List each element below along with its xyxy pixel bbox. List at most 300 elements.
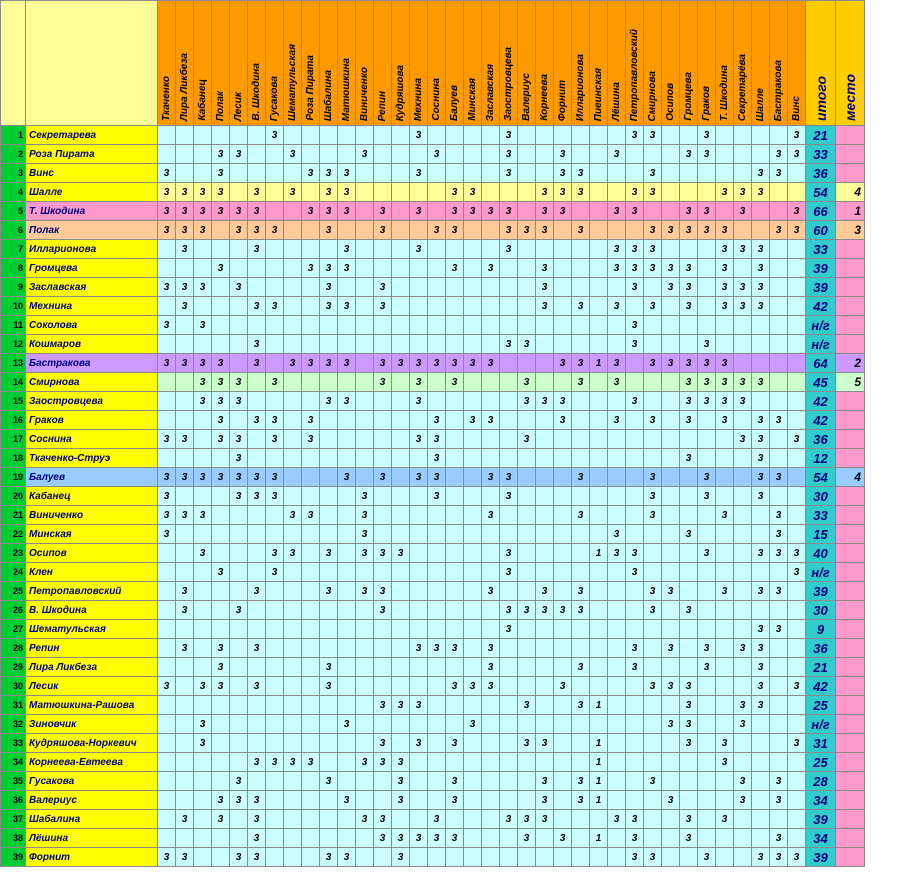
score-cell[interactable] (302, 639, 320, 658)
score-cell[interactable] (752, 810, 770, 829)
score-cell[interactable]: 3 (464, 715, 482, 734)
score-cell[interactable] (338, 658, 356, 677)
score-cell[interactable] (338, 696, 356, 715)
score-cell[interactable] (590, 259, 608, 278)
score-cell[interactable] (338, 278, 356, 297)
score-cell[interactable]: 3 (680, 734, 698, 753)
score-cell[interactable] (428, 696, 446, 715)
score-cell[interactable] (158, 373, 176, 392)
score-cell[interactable] (428, 316, 446, 335)
score-cell[interactable] (752, 772, 770, 791)
score-cell[interactable] (770, 563, 788, 582)
score-cell[interactable] (572, 829, 590, 848)
score-cell[interactable]: 3 (212, 354, 230, 373)
score-cell[interactable]: 3 (176, 240, 194, 259)
score-cell[interactable] (302, 563, 320, 582)
score-cell[interactable] (248, 164, 266, 183)
score-cell[interactable]: 3 (608, 297, 626, 316)
score-cell[interactable] (176, 487, 194, 506)
score-cell[interactable]: 3 (536, 202, 554, 221)
score-cell[interactable] (662, 392, 680, 411)
score-cell[interactable]: 3 (500, 145, 518, 164)
score-cell[interactable]: 3 (734, 240, 752, 259)
score-cell[interactable] (734, 753, 752, 772)
score-cell[interactable]: 3 (446, 829, 464, 848)
score-cell[interactable] (698, 715, 716, 734)
score-cell[interactable]: 3 (248, 829, 266, 848)
score-cell[interactable] (356, 240, 374, 259)
score-cell[interactable]: 3 (662, 221, 680, 240)
score-cell[interactable] (644, 544, 662, 563)
score-cell[interactable]: 3 (446, 183, 464, 202)
score-cell[interactable]: 3 (536, 734, 554, 753)
score-cell[interactable]: 3 (734, 183, 752, 202)
score-cell[interactable]: 3 (734, 430, 752, 449)
score-cell[interactable]: 3 (500, 126, 518, 145)
score-cell[interactable] (230, 753, 248, 772)
score-cell[interactable] (302, 449, 320, 468)
score-cell[interactable]: 3 (266, 753, 284, 772)
score-cell[interactable] (680, 240, 698, 259)
score-cell[interactable] (788, 506, 806, 525)
score-cell[interactable]: 3 (752, 848, 770, 867)
score-cell[interactable]: 3 (176, 278, 194, 297)
score-cell[interactable] (392, 392, 410, 411)
score-cell[interactable] (680, 658, 698, 677)
score-cell[interactable] (770, 639, 788, 658)
score-cell[interactable]: 3 (536, 392, 554, 411)
score-cell[interactable] (644, 449, 662, 468)
score-cell[interactable]: 3 (392, 354, 410, 373)
score-cell[interactable] (158, 639, 176, 658)
score-cell[interactable]: 3 (230, 373, 248, 392)
score-cell[interactable]: 3 (248, 639, 266, 658)
score-cell[interactable] (500, 183, 518, 202)
score-cell[interactable] (158, 829, 176, 848)
score-cell[interactable] (770, 354, 788, 373)
score-cell[interactable]: 3 (770, 506, 788, 525)
score-cell[interactable] (374, 316, 392, 335)
score-cell[interactable] (302, 848, 320, 867)
score-cell[interactable] (608, 506, 626, 525)
score-cell[interactable] (680, 848, 698, 867)
score-cell[interactable] (230, 316, 248, 335)
score-cell[interactable]: 3 (446, 202, 464, 221)
score-cell[interactable]: 3 (284, 145, 302, 164)
score-cell[interactable]: 3 (716, 259, 734, 278)
score-cell[interactable]: 3 (680, 278, 698, 297)
score-cell[interactable] (410, 525, 428, 544)
score-cell[interactable] (212, 753, 230, 772)
score-cell[interactable] (788, 772, 806, 791)
score-cell[interactable] (446, 468, 464, 487)
score-cell[interactable] (266, 525, 284, 544)
score-cell[interactable] (374, 430, 392, 449)
score-cell[interactable] (176, 544, 194, 563)
score-cell[interactable]: 3 (554, 145, 572, 164)
score-cell[interactable] (266, 658, 284, 677)
score-cell[interactable] (392, 639, 410, 658)
score-cell[interactable]: 3 (536, 791, 554, 810)
score-cell[interactable] (482, 601, 500, 620)
score-cell[interactable]: 1 (590, 734, 608, 753)
score-cell[interactable] (680, 164, 698, 183)
score-cell[interactable] (752, 734, 770, 753)
score-cell[interactable] (158, 753, 176, 772)
score-cell[interactable] (446, 601, 464, 620)
score-cell[interactable] (158, 145, 176, 164)
score-cell[interactable] (464, 848, 482, 867)
score-cell[interactable] (284, 335, 302, 354)
score-cell[interactable] (212, 525, 230, 544)
score-cell[interactable] (680, 487, 698, 506)
score-cell[interactable] (482, 278, 500, 297)
score-cell[interactable] (446, 145, 464, 164)
score-cell[interactable] (374, 411, 392, 430)
score-cell[interactable]: 3 (356, 487, 374, 506)
score-cell[interactable]: 3 (212, 202, 230, 221)
score-cell[interactable] (374, 563, 392, 582)
score-cell[interactable] (644, 753, 662, 772)
score-cell[interactable] (734, 259, 752, 278)
score-cell[interactable] (680, 468, 698, 487)
score-cell[interactable]: 3 (716, 392, 734, 411)
score-cell[interactable] (446, 563, 464, 582)
score-cell[interactable]: 3 (752, 183, 770, 202)
score-cell[interactable]: 3 (644, 259, 662, 278)
score-cell[interactable] (734, 126, 752, 145)
score-cell[interactable]: 3 (212, 183, 230, 202)
score-cell[interactable]: 3 (248, 240, 266, 259)
score-cell[interactable]: 3 (176, 430, 194, 449)
score-cell[interactable] (590, 392, 608, 411)
score-cell[interactable]: 3 (698, 354, 716, 373)
score-cell[interactable]: 3 (356, 544, 374, 563)
score-cell[interactable] (338, 487, 356, 506)
score-cell[interactable] (572, 544, 590, 563)
score-cell[interactable] (212, 487, 230, 506)
score-cell[interactable]: 3 (680, 601, 698, 620)
score-cell[interactable]: 3 (716, 411, 734, 430)
score-cell[interactable]: 3 (392, 772, 410, 791)
score-cell[interactable] (770, 335, 788, 354)
score-cell[interactable] (428, 791, 446, 810)
score-cell[interactable]: 3 (212, 259, 230, 278)
score-cell[interactable] (320, 620, 338, 639)
score-cell[interactable] (428, 297, 446, 316)
score-cell[interactable] (626, 734, 644, 753)
score-cell[interactable] (518, 848, 536, 867)
score-cell[interactable]: 3 (212, 392, 230, 411)
score-cell[interactable] (608, 715, 626, 734)
score-cell[interactable] (590, 525, 608, 544)
score-cell[interactable] (410, 544, 428, 563)
score-cell[interactable] (536, 354, 554, 373)
score-cell[interactable]: 3 (266, 297, 284, 316)
score-cell[interactable]: 3 (194, 202, 212, 221)
score-cell[interactable] (734, 658, 752, 677)
score-cell[interactable] (374, 240, 392, 259)
score-cell[interactable] (770, 696, 788, 715)
score-cell[interactable]: 3 (356, 145, 374, 164)
score-cell[interactable]: 3 (212, 145, 230, 164)
score-cell[interactable] (626, 753, 644, 772)
score-cell[interactable] (626, 487, 644, 506)
score-cell[interactable] (356, 411, 374, 430)
score-cell[interactable] (248, 772, 266, 791)
score-cell[interactable] (410, 753, 428, 772)
score-cell[interactable] (194, 164, 212, 183)
score-cell[interactable] (284, 316, 302, 335)
score-cell[interactable] (410, 658, 428, 677)
score-cell[interactable] (266, 620, 284, 639)
score-cell[interactable] (500, 259, 518, 278)
score-cell[interactable]: 3 (698, 468, 716, 487)
score-cell[interactable] (248, 696, 266, 715)
score-cell[interactable] (644, 696, 662, 715)
score-cell[interactable] (590, 411, 608, 430)
score-cell[interactable]: 3 (572, 772, 590, 791)
score-cell[interactable]: 3 (338, 297, 356, 316)
score-cell[interactable] (554, 278, 572, 297)
score-cell[interactable]: 3 (680, 297, 698, 316)
score-cell[interactable]: 3 (356, 753, 374, 772)
score-cell[interactable]: 3 (752, 468, 770, 487)
score-cell[interactable] (662, 620, 680, 639)
score-cell[interactable] (284, 582, 302, 601)
score-cell[interactable] (662, 753, 680, 772)
score-cell[interactable]: 3 (320, 544, 338, 563)
score-cell[interactable]: 3 (716, 582, 734, 601)
score-cell[interactable] (788, 791, 806, 810)
score-cell[interactable] (212, 696, 230, 715)
score-cell[interactable]: 3 (572, 373, 590, 392)
score-cell[interactable]: 3 (410, 829, 428, 848)
score-cell[interactable] (284, 221, 302, 240)
score-cell[interactable]: 3 (770, 145, 788, 164)
score-cell[interactable] (320, 810, 338, 829)
score-cell[interactable]: 3 (698, 544, 716, 563)
score-cell[interactable] (482, 221, 500, 240)
score-cell[interactable]: 3 (428, 487, 446, 506)
score-cell[interactable] (266, 772, 284, 791)
score-cell[interactable]: 3 (266, 126, 284, 145)
score-cell[interactable] (392, 658, 410, 677)
score-cell[interactable] (554, 772, 572, 791)
score-cell[interactable] (662, 544, 680, 563)
score-cell[interactable] (392, 715, 410, 734)
score-cell[interactable] (212, 715, 230, 734)
score-cell[interactable]: 3 (626, 183, 644, 202)
score-cell[interactable] (230, 259, 248, 278)
score-cell[interactable] (500, 639, 518, 658)
score-cell[interactable]: 3 (770, 544, 788, 563)
score-cell[interactable] (194, 639, 212, 658)
score-cell[interactable]: 3 (410, 126, 428, 145)
score-cell[interactable]: 3 (644, 506, 662, 525)
score-cell[interactable] (716, 335, 734, 354)
score-cell[interactable] (788, 449, 806, 468)
score-cell[interactable] (248, 734, 266, 753)
score-cell[interactable] (608, 677, 626, 696)
score-cell[interactable] (644, 791, 662, 810)
score-cell[interactable] (608, 639, 626, 658)
score-cell[interactable] (608, 487, 626, 506)
score-cell[interactable]: 3 (662, 639, 680, 658)
score-cell[interactable] (230, 297, 248, 316)
score-cell[interactable] (644, 145, 662, 164)
score-cell[interactable] (320, 373, 338, 392)
score-cell[interactable] (212, 772, 230, 791)
score-cell[interactable] (788, 639, 806, 658)
score-cell[interactable] (284, 734, 302, 753)
score-cell[interactable] (572, 734, 590, 753)
score-cell[interactable]: 3 (392, 753, 410, 772)
score-cell[interactable] (356, 677, 374, 696)
score-cell[interactable] (194, 297, 212, 316)
score-cell[interactable] (266, 449, 284, 468)
score-cell[interactable] (374, 506, 392, 525)
score-cell[interactable] (716, 829, 734, 848)
score-cell[interactable] (680, 126, 698, 145)
score-cell[interactable] (284, 601, 302, 620)
score-cell[interactable] (554, 658, 572, 677)
score-cell[interactable] (230, 354, 248, 373)
score-cell[interactable] (518, 487, 536, 506)
score-cell[interactable] (266, 278, 284, 297)
score-cell[interactable] (536, 449, 554, 468)
score-cell[interactable] (554, 487, 572, 506)
score-cell[interactable] (464, 145, 482, 164)
score-cell[interactable] (572, 848, 590, 867)
score-cell[interactable]: 3 (536, 772, 554, 791)
score-cell[interactable] (590, 373, 608, 392)
score-cell[interactable] (716, 468, 734, 487)
score-cell[interactable]: 3 (626, 240, 644, 259)
score-cell[interactable]: 3 (734, 278, 752, 297)
score-cell[interactable] (446, 582, 464, 601)
score-cell[interactable] (734, 449, 752, 468)
score-cell[interactable] (356, 297, 374, 316)
score-cell[interactable]: 3 (230, 848, 248, 867)
score-cell[interactable] (446, 715, 464, 734)
score-cell[interactable] (626, 791, 644, 810)
score-cell[interactable]: 3 (464, 677, 482, 696)
score-cell[interactable] (446, 810, 464, 829)
score-cell[interactable] (734, 221, 752, 240)
score-cell[interactable]: 3 (752, 582, 770, 601)
score-cell[interactable] (374, 487, 392, 506)
score-cell[interactable]: 3 (248, 848, 266, 867)
score-cell[interactable] (374, 164, 392, 183)
score-cell[interactable]: 3 (770, 620, 788, 639)
score-cell[interactable]: 3 (680, 829, 698, 848)
score-cell[interactable] (518, 715, 536, 734)
score-cell[interactable] (446, 297, 464, 316)
score-cell[interactable] (698, 563, 716, 582)
score-cell[interactable] (770, 734, 788, 753)
score-cell[interactable] (752, 563, 770, 582)
score-cell[interactable] (734, 544, 752, 563)
score-cell[interactable] (734, 829, 752, 848)
score-cell[interactable]: 3 (194, 316, 212, 335)
score-cell[interactable] (662, 525, 680, 544)
score-cell[interactable]: 3 (212, 658, 230, 677)
score-cell[interactable]: 3 (626, 259, 644, 278)
score-cell[interactable] (662, 506, 680, 525)
score-cell[interactable] (392, 734, 410, 753)
score-cell[interactable] (266, 506, 284, 525)
score-cell[interactable] (464, 791, 482, 810)
score-cell[interactable] (662, 848, 680, 867)
score-cell[interactable] (734, 506, 752, 525)
score-cell[interactable] (266, 145, 284, 164)
score-cell[interactable] (626, 506, 644, 525)
score-cell[interactable]: 3 (716, 810, 734, 829)
score-cell[interactable]: 3 (734, 373, 752, 392)
score-cell[interactable]: 3 (464, 354, 482, 373)
score-cell[interactable] (716, 639, 734, 658)
score-cell[interactable] (662, 240, 680, 259)
score-cell[interactable]: 3 (698, 126, 716, 145)
score-cell[interactable] (608, 734, 626, 753)
score-cell[interactable]: 3 (680, 373, 698, 392)
score-cell[interactable] (518, 316, 536, 335)
score-cell[interactable] (698, 620, 716, 639)
score-cell[interactable]: 3 (248, 677, 266, 696)
score-cell[interactable]: 3 (410, 392, 428, 411)
score-cell[interactable]: 3 (734, 715, 752, 734)
score-cell[interactable] (428, 601, 446, 620)
score-cell[interactable] (698, 240, 716, 259)
score-cell[interactable]: 3 (752, 164, 770, 183)
score-cell[interactable]: 3 (770, 221, 788, 240)
score-cell[interactable] (410, 791, 428, 810)
score-cell[interactable] (320, 506, 338, 525)
score-cell[interactable] (608, 221, 626, 240)
score-cell[interactable] (716, 715, 734, 734)
score-cell[interactable]: 3 (464, 183, 482, 202)
score-cell[interactable]: 3 (338, 202, 356, 221)
score-cell[interactable] (482, 544, 500, 563)
score-cell[interactable] (518, 620, 536, 639)
score-cell[interactable] (518, 278, 536, 297)
score-cell[interactable] (356, 126, 374, 145)
score-cell[interactable] (626, 449, 644, 468)
score-cell[interactable] (392, 677, 410, 696)
score-cell[interactable]: 3 (374, 278, 392, 297)
score-cell[interactable] (392, 316, 410, 335)
score-cell[interactable] (788, 316, 806, 335)
score-cell[interactable]: 3 (572, 506, 590, 525)
score-cell[interactable]: 3 (320, 183, 338, 202)
score-cell[interactable] (482, 848, 500, 867)
score-cell[interactable] (374, 620, 392, 639)
score-cell[interactable]: 3 (284, 183, 302, 202)
score-cell[interactable] (554, 259, 572, 278)
score-cell[interactable]: 3 (194, 354, 212, 373)
score-cell[interactable]: 3 (176, 221, 194, 240)
score-cell[interactable]: 3 (554, 183, 572, 202)
score-cell[interactable] (518, 449, 536, 468)
score-cell[interactable] (482, 715, 500, 734)
score-cell[interactable] (338, 373, 356, 392)
score-cell[interactable] (320, 145, 338, 164)
score-cell[interactable] (428, 240, 446, 259)
score-cell[interactable] (662, 734, 680, 753)
score-cell[interactable]: 3 (158, 848, 176, 867)
score-cell[interactable] (500, 316, 518, 335)
